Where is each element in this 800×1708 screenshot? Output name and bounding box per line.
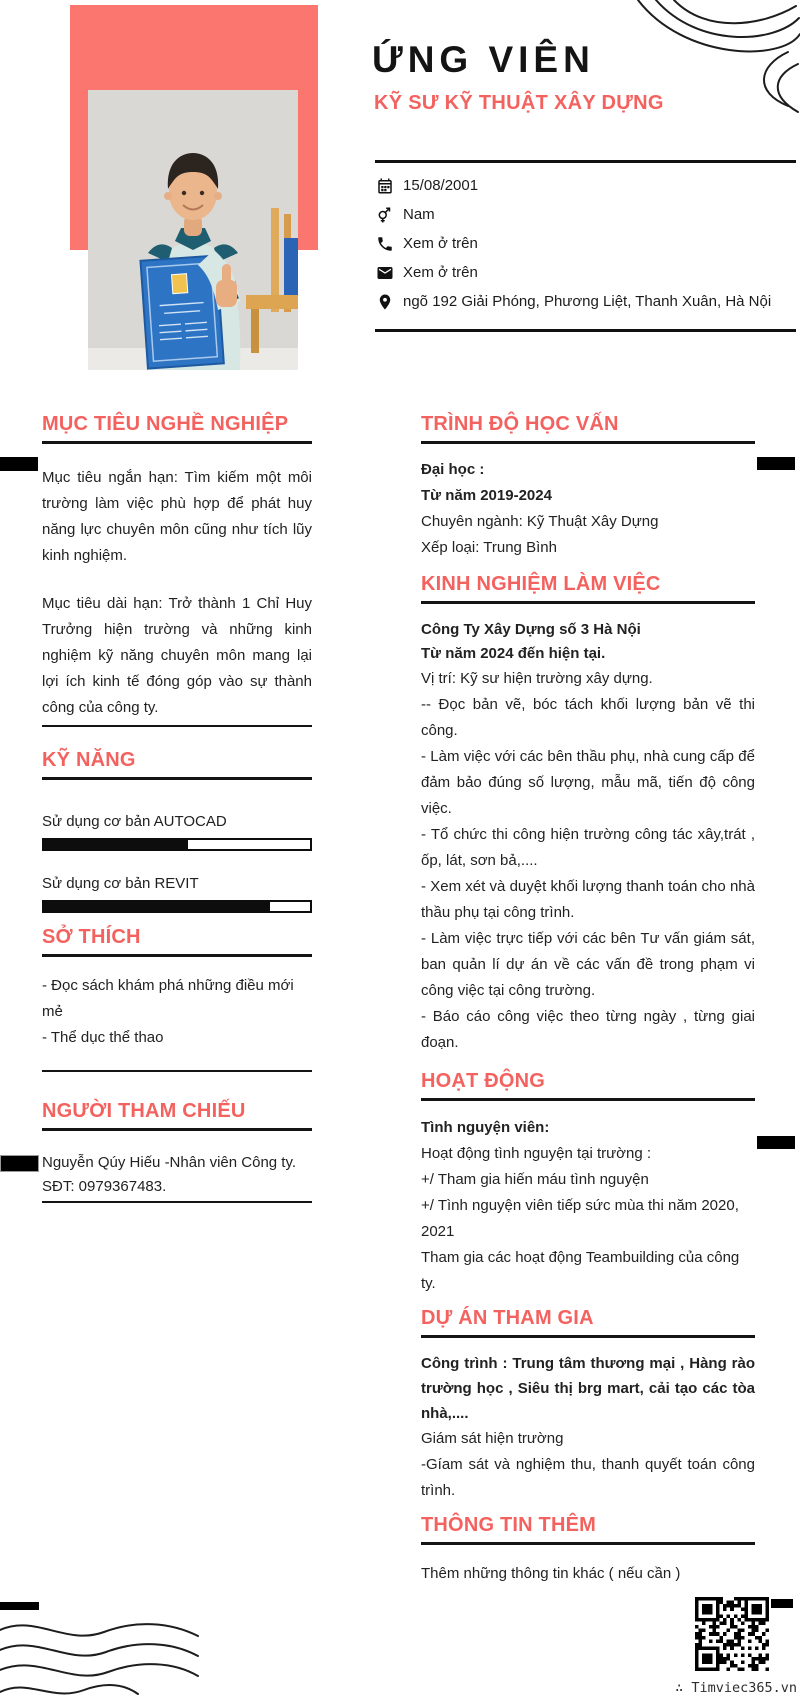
address-value: ngõ 192 Giải Phóng, Phương Liệt, Thanh Xuân, Hà Nội xyxy=(403,293,772,310)
project-line: -Gíam sát và nghiệm thu, thanh quyết toán công trình. xyxy=(421,1456,755,1499)
projects-summary: Công trình : Trung tâm thương mại , Hàng rào trường học , Siêu thị brg mart, cải tạo các tòa nhà,.... xyxy=(421,1355,755,1422)
section-title-experience: KINH NGHIỆM LÀM VIỆC xyxy=(421,573,755,604)
email-value: Xem ở trên xyxy=(403,264,478,281)
hobby-item: - Thể dục thể thao xyxy=(42,1029,164,1046)
divider xyxy=(42,1201,312,1203)
skill-bar xyxy=(42,838,312,851)
activities-subtitle: Tình nguyện viên: xyxy=(421,1119,550,1136)
location-icon xyxy=(375,292,394,311)
education-years: Từ năm 2019-2024 xyxy=(421,487,552,504)
contact-row-gender xyxy=(375,200,796,229)
contact-row-phone xyxy=(375,229,796,258)
additional-line: Thêm những thông tin khác ( nếu cần ) xyxy=(421,1565,681,1582)
education-level: Đại học : xyxy=(421,461,485,478)
skill-label: Sử dụng cơ bản REVIT xyxy=(42,875,199,892)
project-line: Giám sát hiện trường xyxy=(421,1430,564,1447)
reference-name: Nguyễn Qúy Hiếu -Nhân viên Công ty. xyxy=(42,1154,297,1171)
left-column xyxy=(42,413,312,1203)
experience-bullet: - Làm việc trực tiếp với các bên Tư vấn giám sát, ban quản lí dự án về các vấn đề trong phạm vi công việc tại công trường. xyxy=(421,930,755,999)
qr-code xyxy=(695,1597,769,1671)
section-title-skills: KỸ NĂNG xyxy=(42,749,312,780)
skill-label: Sử dụng cơ bản AUTOCAD xyxy=(42,813,227,830)
section-title-activities: HOẠT ĐỘNG xyxy=(421,1070,755,1101)
birthday-value: 15/08/2001 xyxy=(403,177,479,194)
education-major: Chuyên ngành: Kỹ Thuật Xây Dựng xyxy=(421,513,659,530)
activity-line: +/ Tình nguyện viên tiếp sức mùa thi năm 2020, 2021 xyxy=(421,1197,739,1240)
experience-bullet: - Xem xét và duyệt khối lượng thanh toán cho nhà thầu phụ tại công trình. xyxy=(421,878,755,921)
activity-line: Hoạt động tình nguyện tại trường : xyxy=(421,1145,652,1162)
experience-bullet: - Làm việc với các bên thầu phụ, nhà cung cấp để đảm bảo đúng số lượng, mẫu mã, tiến độ công việc. xyxy=(421,748,755,817)
skill-bar-fill xyxy=(44,902,270,911)
phone-value: Xem ở trên xyxy=(403,235,478,252)
gender-value: Nam xyxy=(403,206,435,223)
calendar-icon xyxy=(375,176,394,195)
section-title-references: NGƯỜI THAM CHIẾU xyxy=(42,1100,312,1131)
reference-phone: SĐT: 0979367483. xyxy=(42,1178,167,1195)
redaction-bar xyxy=(0,457,38,471)
divider xyxy=(375,329,796,332)
contact-row-birthday xyxy=(375,171,796,200)
experience-bullet: -- Đọc bản vẽ, bóc tách khối lượng bản vẽ thi công. xyxy=(421,696,755,739)
education-grade: Xếp loại: Trung Bình xyxy=(421,539,557,556)
brand-watermark: ∴ Timviec365.vn xyxy=(675,1680,797,1696)
skill-item xyxy=(42,873,312,913)
activity-line: +/ Tham gia hiến máu tình nguyện xyxy=(421,1171,649,1188)
redaction-bar xyxy=(0,1155,39,1172)
redaction-bar xyxy=(757,1136,795,1149)
skill-item xyxy=(42,811,312,851)
gender-icon xyxy=(375,205,394,224)
section-title-hobbies: SỞ THÍCH xyxy=(42,926,312,957)
redaction-bar xyxy=(757,457,795,470)
redaction-bar xyxy=(0,1602,39,1610)
page-title: ỨNG VIÊN xyxy=(372,39,595,80)
experience-bullet: - Tổ chức thi công hiện trường công tác xây,trát , ốp, lát, sơn bả,.... xyxy=(421,826,755,869)
experience-period: Từ năm 2024 đến hiện tại. xyxy=(421,645,606,662)
section-title-education: TRÌNH ĐỘ HỌC VẤN xyxy=(421,413,755,444)
experience-bullet: - Báo cáo công việc theo từng ngày , từng giai đoạn. xyxy=(421,1008,755,1051)
divider xyxy=(42,725,312,727)
contact-row-email xyxy=(375,258,796,287)
squiggle-decoration-bottom-left xyxy=(0,1612,200,1708)
experience-position: Vị trí: Kỹ sư hiện trường xây dựng. xyxy=(421,670,653,687)
skill-bar xyxy=(42,900,312,913)
contact-row-address xyxy=(375,287,796,316)
section-title-additional: THÔNG TIN THÊM xyxy=(421,1514,755,1545)
contact-block xyxy=(375,160,796,332)
right-column xyxy=(421,413,755,1587)
section-title-projects: DỰ ÁN THAM GIA xyxy=(421,1307,755,1338)
profile-photo xyxy=(88,90,298,370)
divider xyxy=(42,1070,312,1072)
email-icon xyxy=(375,263,394,282)
section-title-objective: MỤC TIÊU NGHỀ NGHIỆP xyxy=(42,413,312,444)
hobby-item: - Đọc sách khám phá những điều mới mẻ xyxy=(42,977,294,1020)
redaction-bar xyxy=(771,1599,793,1608)
job-title: KỸ SƯ KỸ THUẬT XÂY DỰNG xyxy=(374,92,664,114)
objective-paragraph: Mục tiêu dài hạn: Trở thành 1 Chỉ Huy Trưởng hiện trường và những kinh nghiệm kỹ năng chuyên môn mang lại lợi ích kinh tế đóng góp vào sự thành công của công ty. xyxy=(42,595,312,716)
objective-paragraph: Mục tiêu ngắn hạn: Tìm kiếm một môi trường làm việc phù hợp để phát huy năng lực chuyên môn cũng như tích lũy kinh nghiệm. xyxy=(42,469,312,564)
experience-company: Công Ty Xây Dựng số 3 Hà Nội xyxy=(421,621,641,638)
activity-line: Tham gia các hoạt động Teambuilding của công ty. xyxy=(421,1249,740,1292)
phone-icon xyxy=(375,234,394,253)
skill-bar-fill xyxy=(44,840,188,849)
